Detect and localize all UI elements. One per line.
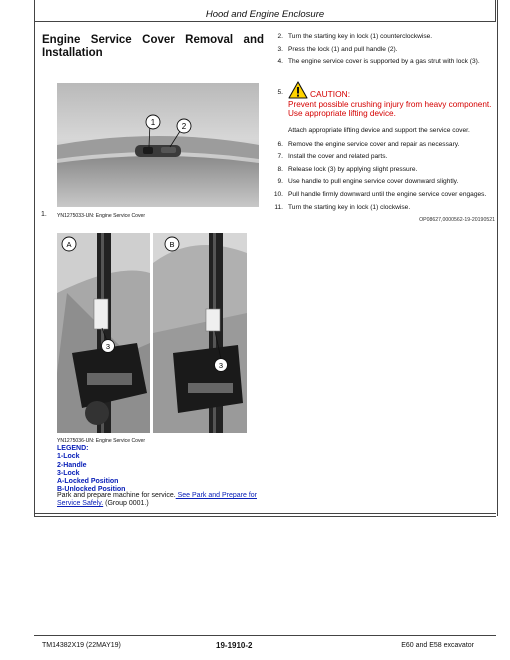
step-number: 5. [277,88,283,96]
step-text: Release lock (3) by applying slight pressure. [288,165,418,173]
step-item [269,46,495,55]
legend [57,445,125,495]
step-item [269,204,495,213]
step-number: 10. [273,190,283,198]
panel-a-label: A [66,240,72,249]
step-item [269,33,495,42]
figure-2-caption: YN1275036-UN: Engine Service Cover [57,438,146,444]
step-text: Install the cover and related parts. [288,153,388,161]
park-note [57,492,269,509]
figure-2-photo-unlocked [153,233,247,433]
step-number: 4. [277,58,283,66]
step-item [269,178,495,187]
callout-1-label: 1 [150,118,156,127]
step-number: 2. [277,33,283,40]
section-title: Engine Service Cover Removal and Installation [42,34,264,59]
callout-3-label-b: 3 [218,361,224,370]
divider [34,516,496,517]
legend-item: 1-Lock [57,453,80,461]
legend-item: 2-Handle [57,461,87,469]
footer-model: E60 and E58 excavator [401,642,474,649]
step-item [269,58,495,67]
reference-code: OP08627,0000562-19-20190521 [419,217,495,224]
divider [34,513,496,514]
park-note-text: Park and prepare machine for service. [57,492,176,499]
panel-b-label: B [169,240,175,249]
step-number: 8. [277,165,283,173]
park-note-group: (Group 0001.) [103,500,149,508]
header-title: Hood and Engine Enclosure [205,9,325,20]
step-text: Turn the starting key in lock (1) clockwise. [288,203,411,211]
footer-divider [34,635,496,636]
step-text: Turn the starting key in lock (1) counterclockwise. [288,33,433,40]
step-text: Remove the engine service cover and repair as necessary. [288,140,460,148]
step-text: Use handle to pull engine service cover downward slightly. [288,178,459,186]
figure-1-step-number: 1. [41,211,47,218]
footer-page-number: 19-1910-2 [216,641,253,650]
warning-triangle-icon [288,81,308,99]
figure-2-photo-locked [57,233,150,433]
legend-item: A-Locked Position [57,478,119,486]
legend-item: 3-Lock [57,469,80,477]
step-item [269,141,495,150]
callout-2-label: 2 [181,122,187,131]
caution-text: Prevent possible crushing injury from heavy component. Use appropriate lifting device. [288,99,492,119]
step-number: 3. [277,45,283,53]
caution-followup: Attach appropriate lifting device and support the service cover. [288,126,470,134]
footer-manual-id: TM14382X19 (22MAY19) [42,642,121,649]
step-number: 11. [274,203,283,211]
step-item [269,166,495,175]
park-safely-link[interactable]: See Park and Prepare for Service Safely. [57,492,257,508]
figure-1-caption: YN1275033-UN: Engine Service Cover [57,213,146,219]
step-item [269,191,495,200]
step-number: 6. [277,140,283,148]
caution-label: CAUTION: [310,89,351,100]
step-number: 7. [277,153,283,161]
step-item [269,153,495,162]
step-text: The engine service cover is supported by a gas strut with lock (3). [288,58,480,66]
figure-1-photo [57,83,259,207]
caution-block [269,81,495,119]
step-text: Press the lock (1) and pull handle (2). [288,45,398,53]
legend-item: B-Unlocked Position [57,486,126,494]
procedure-steps [269,33,495,225]
step-text: Pull handle firmly downward until the engine service cover engages. [288,190,487,198]
callout-3-label-a: 3 [105,342,111,351]
step-number: 9. [277,178,283,186]
legend-title: LEGEND: [57,445,89,452]
